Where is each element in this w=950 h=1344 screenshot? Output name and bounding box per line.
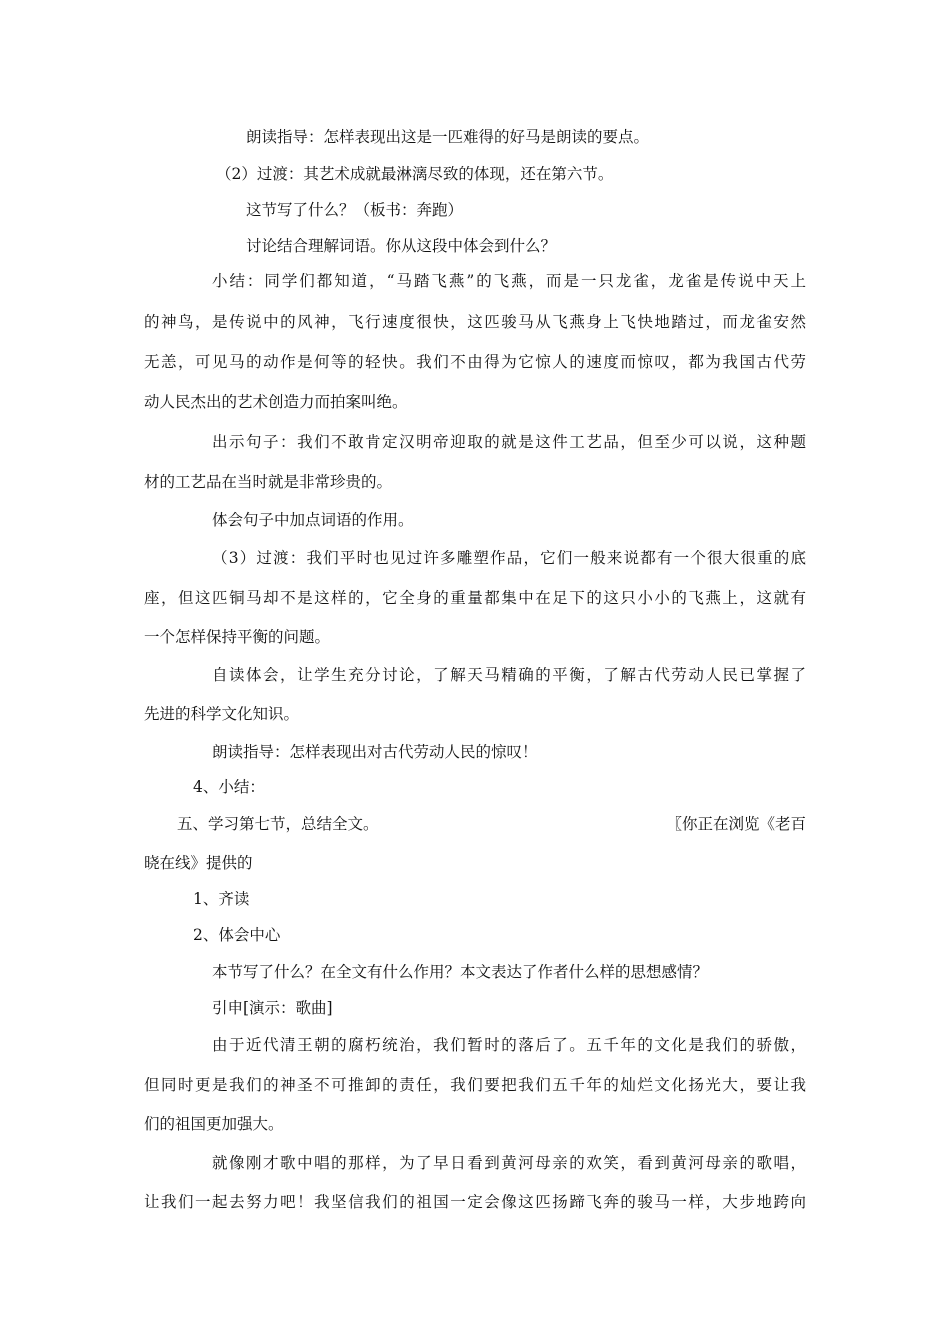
- text-line: 由于近代清王朝的腐朽统治，我们暂时的落后了。五千年的文化是我们的骄傲，: [212, 1036, 806, 1054]
- text-line: 1、齐读: [193, 890, 250, 908]
- text-line: 这节写了什么？（板书：奔跑）: [246, 201, 464, 219]
- text-line: （3）过渡：我们平时也见过许多雕塑作品，它们一般来说都有一个很大很重的底: [212, 549, 806, 567]
- text-line: 的神鸟，是传说中的风神，飞行速度很快，这匹骏马从飞燕身上飞快地踏过，而龙雀安然: [144, 313, 806, 331]
- text-line: 讨论结合理解词语。你从这段中体会到什么？: [246, 237, 557, 255]
- text-line: 让我们一起去努力吧！我坚信我们的祖国一定会像这匹扬蹄飞奔的骏马一样，大步地跨向: [144, 1193, 806, 1211]
- text-line: 材的工艺品在当时就是非常珍贵的。: [144, 473, 393, 491]
- text-line: （2）过渡：其艺术成就最淋漓尽致的体现，还在第六节。: [216, 165, 614, 183]
- text-line: 出示句子：我们不敢肯定汉明帝迎取的就是这件工艺品，但至少可以说，这种题: [212, 433, 806, 451]
- text-line: 就像刚才歌中唱的那样，为了早日看到黄河母亲的欢笑，看到黄河母亲的歌唱，: [212, 1154, 806, 1172]
- text-line: 五、学习第七节，总结全文。: [177, 815, 379, 833]
- text-line: 引申[演示：歌曲]: [212, 999, 333, 1017]
- text-line: 小结：同学们都知道，“马踏飞燕”的飞燕，而是一只龙雀，龙雀是传说中天上: [212, 272, 806, 290]
- text-line: 晓在线》提供的: [144, 854, 253, 872]
- text-line: 们的祖国更加强大。: [144, 1115, 284, 1133]
- text-line: 座，但这匹铜马却不是这样的，它全身的重量都集中在足下的这只小小的飞燕上，这就有: [144, 589, 806, 607]
- text-line: 动人民杰出的艺术创造力而拍案叫绝。: [144, 393, 408, 411]
- text-line: 体会句子中加点词语的作用。: [212, 511, 414, 529]
- text-line: 本节写了什么？在全文有什么作用？本文表达了作者什么样的思想感情？: [212, 963, 709, 981]
- text-line: 〖你正在浏览《老百: [666, 815, 806, 833]
- text-line: 2、体会中心: [193, 926, 281, 944]
- text-line: 4、小结：: [193, 778, 265, 796]
- text-line: 朗读指导：怎样表现出对古代劳动人民的惊叹！: [212, 743, 538, 761]
- text-line: 自读体会，让学生充分讨论，了解天马精确的平衡，了解古代劳动人民已掌握了: [212, 666, 806, 684]
- text-line: 先进的科学文化知识。: [144, 705, 300, 723]
- text-line: 但同时更是我们的神圣不可推卸的责任，我们要把我们五千年的灿烂文化扬光大，要让我: [144, 1076, 806, 1094]
- text-line: 朗读指导：怎样表现出这是一匹难得的好马是朗读的要点。: [246, 128, 650, 146]
- text-line: 一个怎样保持平衡的问题。: [144, 628, 331, 646]
- text-line: 无恙，可见马的动作是何等的轻快。我们不由得为它惊人的速度而惊叹，都为我国古代劳: [144, 353, 806, 371]
